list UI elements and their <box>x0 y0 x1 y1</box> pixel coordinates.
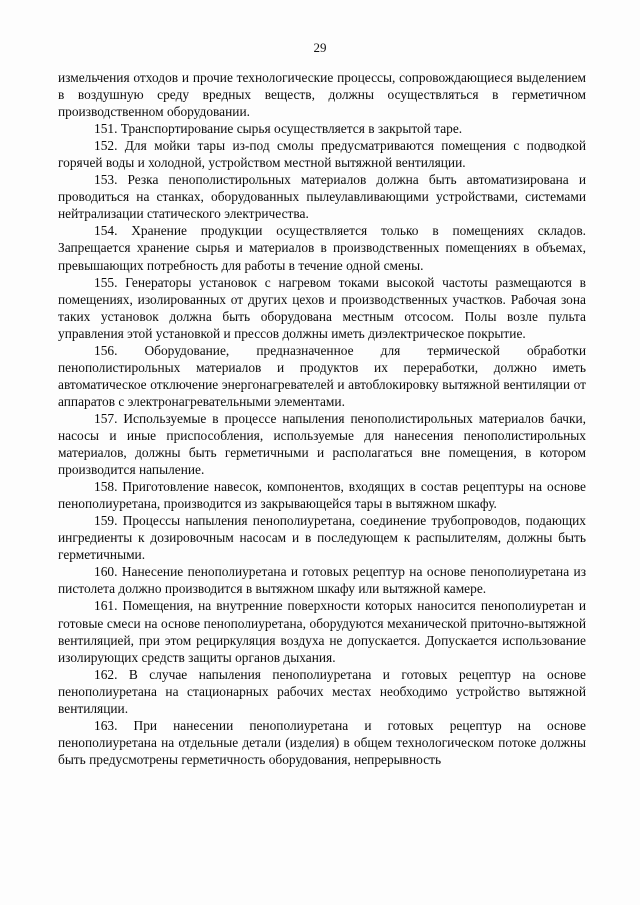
paragraph-153: 153. Резка пенополистирольных материалов должна быть автоматизирована и проводиться на станках, оборудованных пылеулавливающими устройствами, системами нейтрализации статического электричества. <box>58 172 586 222</box>
paragraph-158: 158. Приготовление навесок, компонентов, входящих в состав рецептуры на основе пенополиуретана, производится из закрывающейся тары в вытяжном шкафу. <box>58 479 586 512</box>
paragraph-161: 161. Помещения, на внутренние поверхности которых наносится пенополиуретан и готовые смеси на основе пенополиуретана, оборудуются механической приточно-вытяжной вентиляцией, при этом рециркуляция воздуха не допускается. Допускается использование изолирующих средств защиты органов дыхания. <box>58 598 586 665</box>
paragraph-156: 156. Оборудование, предназначенное для термической обработки пенополистирольных материалов и продуктов их переработки, должно иметь автоматическое отключение энергонагревателей и автоблокировку вытяжной вентиляции от аппаратов с электронагревательными элементами. <box>58 342 586 409</box>
paragraph-162: 162. В случае напыления пенополиуретана и готовых рецептур на основе пенополиуретана на стационарных рабочих местах необходимо устройство вытяжной вентиляции. <box>58 666 586 716</box>
paragraph-155: 155. Генераторы установок с нагревом токами высокой частоты размещаются в помещениях, изолированных от других цехов и производственных участков. Рабочая зона таких установок должна быть оборудована местным отсосом. Полы возле пульта управления этой установкой и прессов должны иметь диэлектрическое покрытие. <box>58 274 586 341</box>
paragraph-160: 160. Нанесение пенополиуретана и готовых рецептур на основе пенополиуретана из пистолета должно производится в вытяжном шкафу или вытяжной камере. <box>58 564 586 597</box>
paragraph-continuation: измельчения отходов и прочие технологические процессы, сопровождающиеся выделением в воздушную среду вредных веществ, должны осуществляться в герметичном производственном оборудовании. <box>58 70 586 120</box>
paragraph-151: 151. Транспортирование сырья осуществляется в закрытой таре. <box>94 121 463 137</box>
body-text <box>58 69 586 768</box>
paragraph-154: 154. Хранение продукции осуществляется только в помещениях складов. Запрещается хранение сырья и материалов в производственных помещениях в объемах, превышающих потребность для работы в течение одной смены. <box>58 223 586 273</box>
paragraph-159: 159. Процессы напыления пенополиуретана, соединение трубопроводов, подающих ингредиенты к дозировочным насосам и в последующем к распылителям, должны быть герметичными. <box>58 513 586 563</box>
paragraph-163: 163. При нанесении пенополиуретана и готовых рецептур на основе пенополиуретана на отдельные детали (изделия) в общем технологическом потоке должны быть предусмотрены герметичность оборудования, непрерывность <box>58 717 586 767</box>
paragraph-157: 157. Используемые в процессе напыления пенополистирольных материалов бачки, насосы и иные приспособления, используемые для нанесения пенополистирольных материалов, должны быть герметичными и располагаться вне помещения, в котором производится напыление. <box>58 410 586 478</box>
page-number: 29 <box>313 40 327 55</box>
paragraph-152: 152. Для мойки тары из-под смолы предусматриваются помещения с подводкой горячей воды и холодной, устройством местной вытяжной вентиляции. <box>58 138 586 171</box>
